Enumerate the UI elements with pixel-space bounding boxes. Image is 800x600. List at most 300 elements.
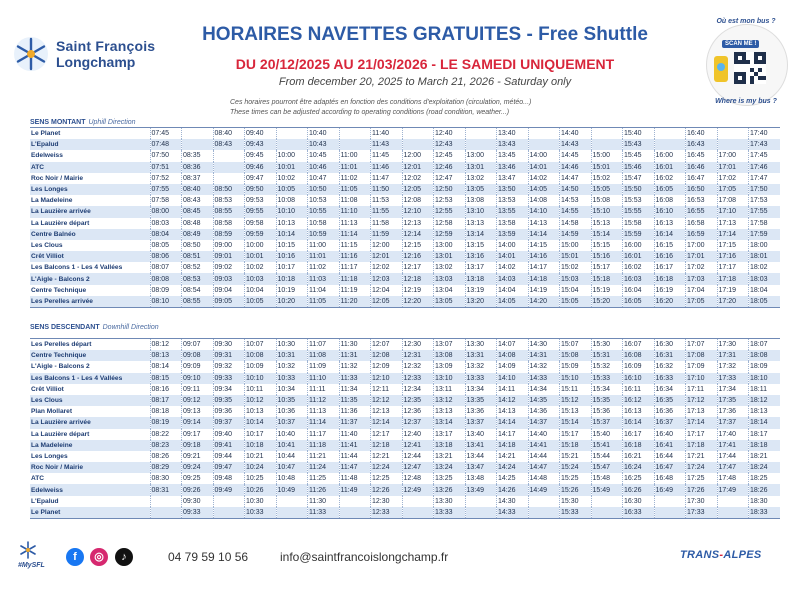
departure-time: 16:30 — [623, 496, 655, 507]
departure-time: 08:22 — [150, 429, 182, 440]
departure-time: 17:40 — [749, 128, 781, 140]
departure-time: 10:20 — [276, 296, 308, 308]
downhill-section-label — [30, 324, 159, 331]
departure-time: 13:47 — [497, 173, 529, 184]
departure-time: 17:02 — [717, 173, 749, 184]
phone-app-icon — [714, 56, 728, 82]
uphill-timetable — [30, 127, 780, 308]
departure-time: 12:47 — [434, 173, 466, 184]
departure-time: 17:01 — [717, 162, 749, 173]
departure-time: 16:05 — [623, 296, 655, 308]
departure-time: 17:31 — [717, 350, 749, 361]
departure-time: 08:19 — [150, 417, 182, 428]
departure-time: 16:15 — [654, 240, 686, 251]
departure-time: 09:04 — [213, 285, 245, 296]
departure-time: 15:19 — [591, 285, 623, 296]
departure-time — [528, 496, 560, 507]
departure-time: 17:33 — [686, 507, 718, 519]
stop-name: Crêt Villiot — [30, 384, 150, 395]
table-row — [30, 451, 780, 462]
stop-name: Plan Mollaret — [30, 406, 150, 417]
departure-time: 11:30 — [339, 339, 371, 351]
departure-time: 10:59 — [308, 229, 340, 240]
table-row — [30, 473, 780, 484]
departure-time: 11:08 — [339, 195, 371, 206]
departure-time: 12:19 — [402, 285, 434, 296]
departure-time: 16:17 — [623, 429, 655, 440]
departure-time: 16:33 — [623, 507, 655, 519]
departure-time: 15:25 — [560, 473, 592, 484]
departure-time: 13:13 — [434, 406, 466, 417]
stop-name: La Madeleine — [30, 440, 150, 451]
departure-time: 16:46 — [686, 162, 718, 173]
departure-time: 15:02 — [560, 262, 592, 273]
departure-time: 11:47 — [339, 462, 371, 473]
departure-time: 11:01 — [339, 162, 371, 173]
departure-time: 08:05 — [150, 240, 182, 251]
departure-time: 15:24 — [560, 462, 592, 473]
departure-time: 09:43 — [245, 139, 277, 150]
departure-time: 13:10 — [465, 206, 497, 217]
departure-time: 13:14 — [465, 229, 497, 240]
departure-time: 10:53 — [308, 195, 340, 206]
departure-time — [591, 496, 623, 507]
departure-time: 17:14 — [717, 229, 749, 240]
stop-name: Crêt Villiot — [30, 251, 150, 262]
departure-time — [717, 507, 749, 519]
departure-time: 09:07 — [182, 339, 214, 351]
departure-time: 15:10 — [560, 373, 592, 384]
departure-time — [402, 139, 434, 150]
departure-time: 17:04 — [686, 285, 718, 296]
departure-time: 11:01 — [308, 251, 340, 262]
date-range-en: From december 20, 2025 to March 21, 2026 - Saturday only — [278, 76, 572, 88]
departure-time: 10:45 — [308, 150, 340, 161]
departure-time: 15:05 — [560, 296, 592, 308]
departure-time: 12:30 — [402, 339, 434, 351]
departure-time: 10:01 — [276, 162, 308, 173]
departure-time: 12:44 — [402, 451, 434, 462]
departure-time: 10:16 — [276, 251, 308, 262]
departure-time: 13:02 — [434, 262, 466, 273]
departure-time: 11:25 — [308, 473, 340, 484]
table-row — [30, 406, 780, 417]
departure-time: 15:50 — [623, 184, 655, 195]
departure-time — [717, 496, 749, 507]
departure-time: 09:05 — [213, 296, 245, 308]
departure-time: 13:19 — [465, 285, 497, 296]
departure-time: 18:13 — [749, 406, 781, 417]
departure-time: 11:41 — [339, 440, 371, 451]
departure-time: 17:33 — [717, 373, 749, 384]
departure-time: 17:46 — [749, 162, 781, 173]
departure-time: 10:10 — [245, 373, 277, 384]
departure-time: 08:52 — [182, 262, 214, 273]
departure-time: 17:47 — [749, 173, 781, 184]
departure-time: 13:30 — [465, 339, 497, 351]
qr-code-icon[interactable] — [734, 52, 766, 84]
departure-time: 17:58 — [749, 218, 781, 229]
table-row — [30, 484, 780, 495]
departure-time: 09:26 — [182, 484, 214, 495]
departure-time: 10:17 — [245, 429, 277, 440]
departure-time: 13:12 — [434, 395, 466, 406]
departure-time: 08:43 — [213, 139, 245, 150]
departure-time: 11:50 — [371, 184, 403, 195]
departure-time: 16:13 — [654, 218, 686, 229]
departure-time: 13:41 — [465, 440, 497, 451]
departure-time: 13:40 — [465, 429, 497, 440]
departure-time: 17:45 — [749, 150, 781, 161]
departure-time: 09:18 — [182, 440, 214, 451]
departure-time: 08:15 — [150, 373, 182, 384]
departure-time: 16:40 — [686, 128, 718, 140]
departure-time: 15:13 — [591, 218, 623, 229]
departure-time: 16:18 — [654, 273, 686, 284]
departure-time: 08:50 — [213, 184, 245, 195]
table-row — [30, 206, 780, 217]
departure-time: 15:48 — [591, 473, 623, 484]
departure-time: 12:11 — [371, 384, 403, 395]
departure-time: 15:08 — [560, 350, 592, 361]
departure-time: 12:17 — [371, 429, 403, 440]
departure-time: 12:33 — [402, 373, 434, 384]
departure-time: 18:25 — [749, 473, 781, 484]
departure-time: 10:47 — [276, 462, 308, 473]
departure-time: 13:17 — [434, 429, 466, 440]
facebook-icon[interactable]: f — [66, 548, 84, 566]
departure-time: 15:20 — [591, 296, 623, 308]
departure-time: 13:15 — [465, 240, 497, 251]
departure-time — [465, 139, 497, 150]
departure-time: 17:19 — [717, 285, 749, 296]
departure-time: 12:41 — [402, 440, 434, 451]
departure-time: 14:03 — [497, 273, 529, 284]
departure-time: 09:02 — [213, 262, 245, 273]
table-row — [30, 417, 780, 428]
instagram-icon[interactable]: ◎ — [90, 548, 108, 566]
departure-time: 18:18 — [749, 440, 781, 451]
departure-time: 13:33 — [434, 507, 466, 519]
departure-time: 16:01 — [654, 162, 686, 173]
departure-time: 14:25 — [497, 473, 529, 484]
departure-time — [591, 139, 623, 150]
stop-name: L'Aigle - Balcons 2 — [30, 361, 150, 372]
stop-name: La Lauzière arrivée — [30, 206, 150, 217]
departure-time — [654, 507, 686, 519]
departure-time: 13:37 — [465, 417, 497, 428]
table-row — [30, 429, 780, 440]
departure-time: 08:40 — [182, 184, 214, 195]
stop-name: ATC — [30, 162, 150, 173]
departure-time: 09:24 — [182, 462, 214, 473]
brand-name-line1: Saint François — [56, 38, 156, 54]
departure-time: 13:24 — [434, 462, 466, 473]
downhill-label-fr: SENS DESCENDANT — [30, 324, 100, 331]
departure-time: 11:00 — [339, 150, 371, 161]
departure-time: 15:30 — [591, 339, 623, 351]
departure-time: 18:08 — [749, 350, 781, 361]
departure-time: 08:30 — [150, 473, 182, 484]
departure-time: 10:13 — [276, 218, 308, 229]
departure-time: 17:10 — [717, 206, 749, 217]
departure-time: 12:01 — [371, 251, 403, 262]
departure-time: 10:55 — [308, 206, 340, 217]
departure-time: 12:43 — [434, 139, 466, 150]
departure-time: 17:12 — [686, 395, 718, 406]
departure-time: 11:53 — [371, 195, 403, 206]
departure-time: 14:20 — [528, 296, 560, 308]
departure-time: 08:43 — [182, 195, 214, 206]
table-row — [30, 507, 780, 519]
stop-name: Le Planet — [30, 128, 150, 140]
departure-time: 09:34 — [213, 384, 245, 395]
departure-time: 14:49 — [528, 484, 560, 495]
departure-time: 09:33 — [213, 373, 245, 384]
qr-badge[interactable] — [700, 18, 792, 110]
departure-time: 12:10 — [402, 206, 434, 217]
departure-time: 17:13 — [717, 218, 749, 229]
departure-time: 16:43 — [686, 139, 718, 150]
departure-time: 08:17 — [150, 395, 182, 406]
email-link[interactable]: info@saintfrancoislongchamp.fr — [280, 550, 449, 564]
departure-time: 11:17 — [308, 429, 340, 440]
departure-time: 11:33 — [339, 373, 371, 384]
disclaimer-note — [230, 98, 610, 118]
departure-time: 07:52 — [150, 173, 182, 184]
departure-time: 15:17 — [591, 262, 623, 273]
departure-time: 07:51 — [150, 162, 182, 173]
departure-time: 15:00 — [560, 240, 592, 251]
departure-time: 08:40 — [213, 128, 245, 140]
departure-time: 08:59 — [213, 229, 245, 240]
departure-time: 11:43 — [371, 139, 403, 150]
departure-time: 08:00 — [150, 206, 182, 217]
departure-time: 11:26 — [308, 484, 340, 495]
departure-time: 13:30 — [434, 496, 466, 507]
departure-time: 14:00 — [497, 240, 529, 251]
departure-time: 17:20 — [717, 296, 749, 308]
departure-time: 10:30 — [276, 339, 308, 351]
departure-time: 10:19 — [276, 285, 308, 296]
departure-time — [717, 128, 749, 140]
brand-logo — [12, 33, 162, 73]
departure-time: 10:40 — [276, 429, 308, 440]
departure-time: 17:13 — [686, 406, 718, 417]
departure-time: 07:55 — [150, 184, 182, 195]
departure-time — [150, 496, 182, 507]
departure-time: 13:48 — [465, 473, 497, 484]
departure-time — [717, 139, 749, 150]
departure-time: 11:18 — [339, 273, 371, 284]
operator-logo — [680, 549, 762, 561]
departure-time: 16:37 — [654, 417, 686, 428]
departure-time — [339, 507, 371, 519]
departure-time: 11:20 — [339, 296, 371, 308]
departure-time — [213, 507, 245, 519]
departure-time — [276, 128, 308, 140]
departure-time: 11:31 — [339, 350, 371, 361]
departure-time: 16:01 — [623, 251, 655, 262]
departure-time: 10:18 — [245, 440, 277, 451]
departure-time: 14:53 — [560, 195, 592, 206]
departure-time: 12:55 — [434, 206, 466, 217]
departure-time: 15:03 — [560, 273, 592, 284]
departure-time: 17:32 — [717, 361, 749, 372]
stop-name: Les Perelles départ — [30, 339, 150, 351]
departure-time: 11:10 — [339, 206, 371, 217]
departure-time: 11:16 — [339, 251, 371, 262]
departure-time: 13:01 — [465, 162, 497, 173]
departure-time: 14:13 — [528, 218, 560, 229]
departure-time — [591, 507, 623, 519]
departure-time: 16:40 — [654, 429, 686, 440]
departure-time: 18:14 — [749, 417, 781, 428]
departure-time: 18:26 — [749, 484, 781, 495]
departure-time: 09:08 — [182, 350, 214, 361]
departure-time: 10:36 — [276, 406, 308, 417]
departure-time: 11:00 — [308, 240, 340, 251]
departure-time: 15:55 — [623, 206, 655, 217]
stop-name: Centre Technique — [30, 285, 150, 296]
departure-time — [339, 128, 371, 140]
departure-time: 14:58 — [560, 218, 592, 229]
departure-time: 13:31 — [465, 350, 497, 361]
departure-time: 15:40 — [623, 128, 655, 140]
departure-time: 08:48 — [182, 218, 214, 229]
departure-time: 13:08 — [465, 195, 497, 206]
departure-time: 13:00 — [434, 240, 466, 251]
departure-time: 09:40 — [245, 128, 277, 140]
qr-scan-label: SCAN ME ! — [722, 40, 759, 48]
departure-time: 09:45 — [245, 150, 277, 161]
departure-time: 12:18 — [371, 440, 403, 451]
departure-time: 17:59 — [749, 229, 781, 240]
disclaimer-en: These times can be adjusted according to operating conditions (road condition, weather...) — [230, 109, 510, 116]
departure-time: 11:30 — [308, 496, 340, 507]
departure-time: 13:14 — [434, 417, 466, 428]
departure-time: 12:33 — [371, 507, 403, 519]
departure-time: 17:55 — [749, 206, 781, 217]
departure-time: 13:07 — [434, 339, 466, 351]
departure-time: 18:01 — [749, 251, 781, 262]
departure-time: 10:18 — [276, 273, 308, 284]
table-row — [30, 339, 780, 351]
departure-time: 10:00 — [276, 150, 308, 161]
departure-time: 16:10 — [654, 206, 686, 217]
departure-time: 16:16 — [654, 251, 686, 262]
departure-time: 18:10 — [749, 373, 781, 384]
departure-time: 16:48 — [654, 473, 686, 484]
operator-separator: - — [719, 549, 724, 561]
phone-number[interactable]: 04 79 59 10 56 — [168, 550, 249, 564]
departure-time: 14:35 — [528, 395, 560, 406]
departure-time — [276, 507, 308, 519]
departure-time — [402, 128, 434, 140]
departure-time: 08:55 — [213, 206, 245, 217]
departure-time — [654, 496, 686, 507]
departure-time: 10:35 — [276, 395, 308, 406]
table-row — [30, 296, 780, 308]
departure-time: 15:49 — [591, 484, 623, 495]
departure-time: 10:34 — [276, 384, 308, 395]
departure-time: 11:47 — [371, 173, 403, 184]
departure-time — [276, 139, 308, 150]
departure-time: 09:50 — [245, 184, 277, 195]
departure-time: 17:07 — [686, 339, 718, 351]
table-row — [30, 150, 780, 161]
table-row — [30, 251, 780, 262]
departure-time: 11:24 — [308, 462, 340, 473]
departure-time: 15:43 — [623, 139, 655, 150]
departure-time: 13:16 — [465, 251, 497, 262]
departure-time: 10:47 — [308, 173, 340, 184]
departure-time: 17:47 — [717, 462, 749, 473]
departure-time: 14:45 — [560, 150, 592, 161]
stop-name: Centre Balnéo — [30, 229, 150, 240]
departure-time: 17:00 — [686, 240, 718, 251]
departure-time: 14:40 — [528, 429, 560, 440]
table-row — [30, 162, 780, 173]
stop-name: La Lauzière arrivée — [30, 417, 150, 428]
departure-time: 13:47 — [465, 462, 497, 473]
departure-time: 09:53 — [245, 195, 277, 206]
stop-name: Les Longes — [30, 451, 150, 462]
departure-time: 11:58 — [371, 218, 403, 229]
departure-time: 12:53 — [434, 195, 466, 206]
departure-time: 12:08 — [402, 195, 434, 206]
table-row — [30, 139, 780, 150]
departure-time: 14:05 — [528, 184, 560, 195]
departure-time: 10:25 — [245, 473, 277, 484]
departure-time: 14:11 — [497, 384, 529, 395]
departure-time: 15:14 — [560, 417, 592, 428]
departure-time: 14:30 — [528, 339, 560, 351]
departure-time: 12:05 — [402, 184, 434, 195]
departure-time: 18:03 — [749, 273, 781, 284]
departure-time: 12:32 — [402, 361, 434, 372]
departure-time: 17:14 — [686, 417, 718, 428]
departure-time: 16:12 — [623, 395, 655, 406]
departure-time: 16:35 — [654, 395, 686, 406]
hashtag: #MySFL — [18, 562, 45, 569]
disclaimer-fr: Ces horaires pourront être adaptés en fonction des conditions d'exploitation (circulation, météo...) — [230, 99, 532, 106]
departure-time: 09:48 — [213, 473, 245, 484]
departure-time: 16:50 — [686, 184, 718, 195]
departure-time: 16:26 — [623, 484, 655, 495]
departure-time — [465, 128, 497, 140]
departure-time: 17:48 — [717, 473, 749, 484]
departure-time: 16:14 — [654, 229, 686, 240]
departure-time: 15:02 — [591, 173, 623, 184]
tiktok-icon[interactable]: ♪ — [115, 548, 133, 566]
snowflake-icon — [12, 35, 50, 73]
stop-name: L'Aigle - Balcons 2 — [30, 273, 150, 284]
departure-time: 10:58 — [308, 218, 340, 229]
departure-time: 17:53 — [749, 195, 781, 206]
departure-time: 14:16 — [528, 251, 560, 262]
departure-time: 14:00 — [528, 150, 560, 161]
departure-time: 17:17 — [717, 262, 749, 273]
departure-time: 12:25 — [371, 473, 403, 484]
departure-time: 16:45 — [686, 150, 718, 161]
departure-time: 11:11 — [308, 384, 340, 395]
departure-time: 18:24 — [749, 462, 781, 473]
departure-time: 14:14 — [528, 229, 560, 240]
table-row — [30, 195, 780, 206]
table-row — [30, 361, 780, 372]
departure-time: 13:55 — [497, 206, 529, 217]
